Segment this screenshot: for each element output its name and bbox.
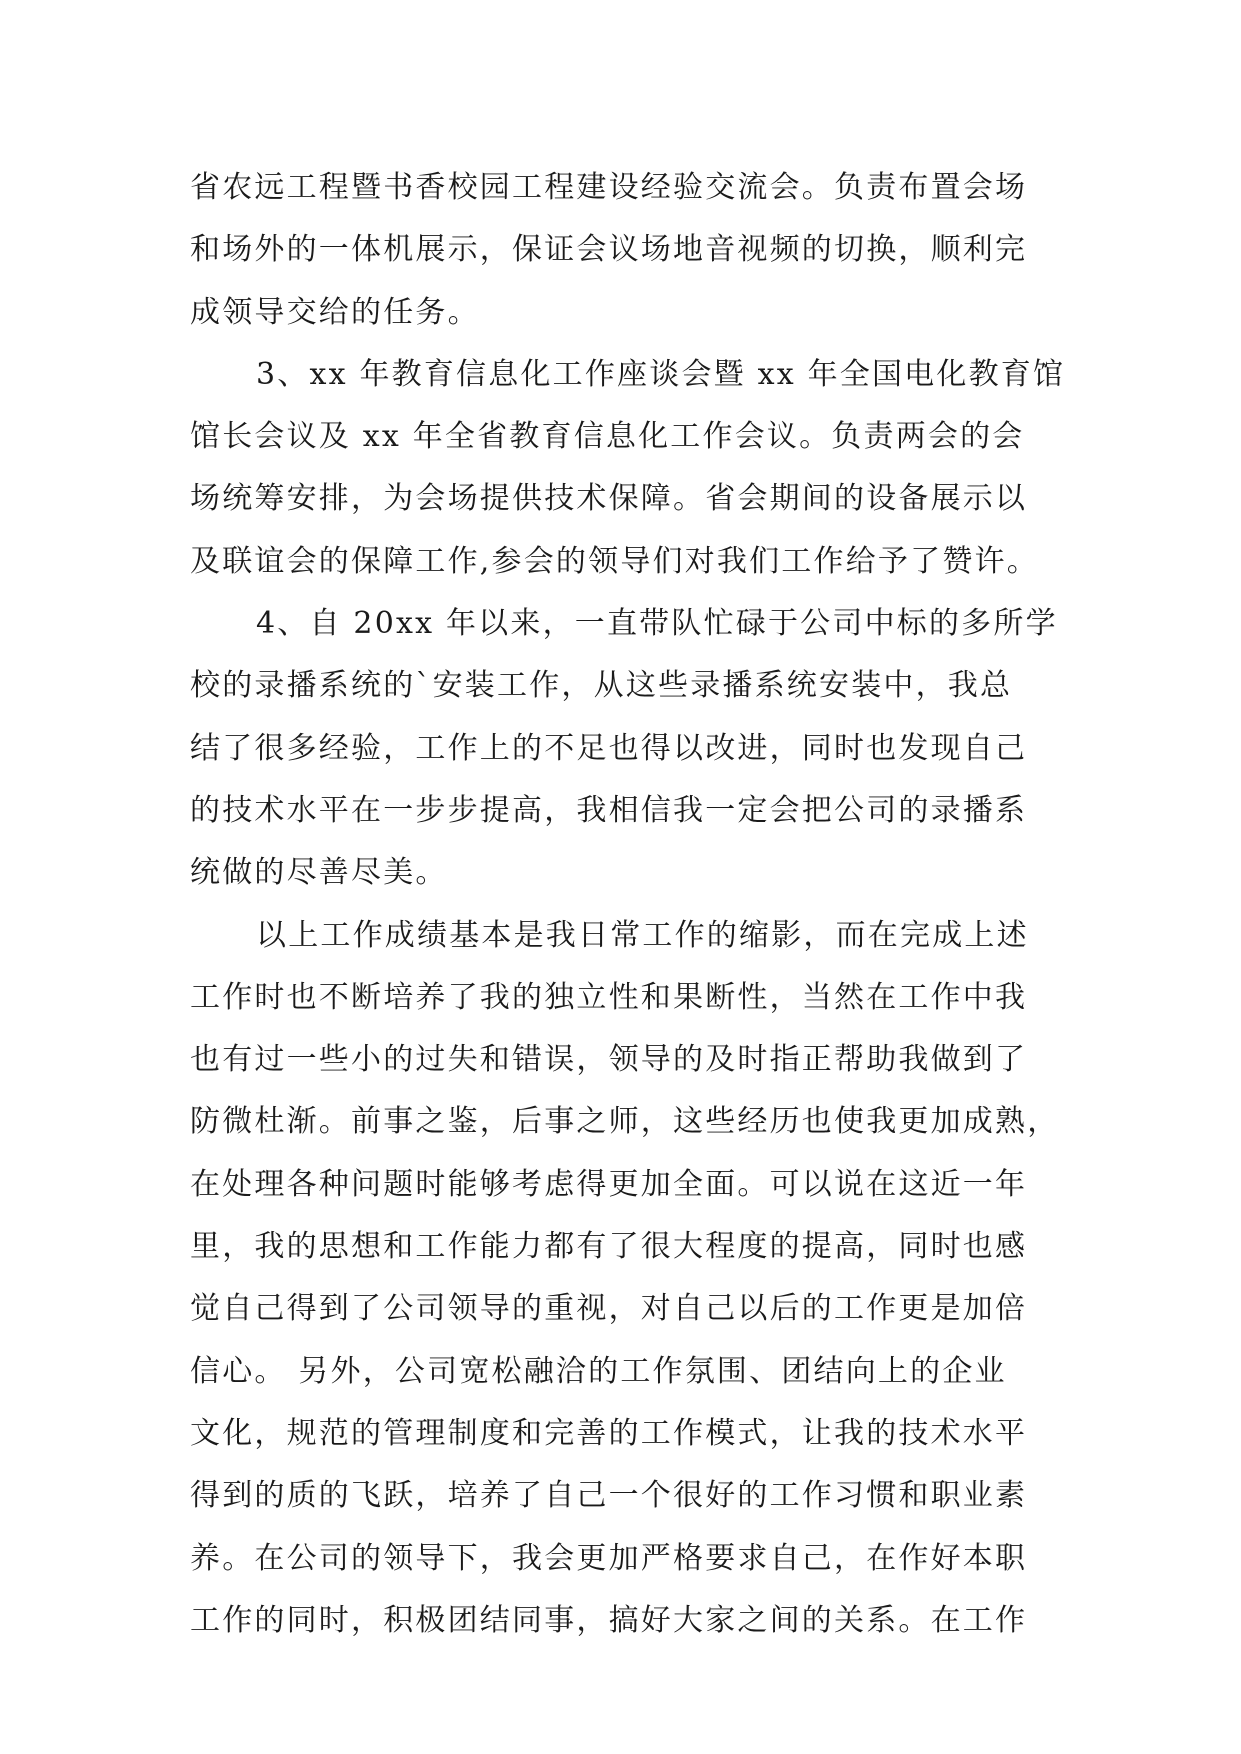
text-line: 觉自己得到了公司领导的重视，对自己以后的工作更是加倍 xyxy=(190,1291,1028,1327)
text-line: 里，我的思想和工作能力都有了很大程度的提高，同时也感 xyxy=(190,1229,1028,1265)
text-line: 工作的同时，积极团结同事，搞好大家之间的关系。在工作 xyxy=(190,1602,1028,1638)
text-line: 的技术水平在一步步提高，我相信我一定会把公司的录播系 xyxy=(190,792,1028,828)
text-line: 3、xx 年教育信息化工作座谈会暨 xx 年全国电化教育馆 xyxy=(256,356,1066,392)
text-line: 以上工作成绩基本是我日常工作的缩影，而在完成上述 xyxy=(256,917,1029,953)
text-line: 馆长会议及 xx 年全省教育信息化工作会议。负责两会的会 xyxy=(190,419,1025,455)
text-line: 及联谊会的保障工作,参会的领导们对我们工作给予了赞许。 xyxy=(190,543,1039,579)
text-line: 和场外的一体机展示，保证会议场地音视频的切换，顺利完 xyxy=(190,232,1028,268)
text-line: 也有过一些小的过失和错误，领导的及时指正帮助我做到了 xyxy=(190,1042,1028,1078)
text-line: 防微杜渐。前事之鉴，后事之师，这些经历也使我更加成熟， xyxy=(190,1104,1060,1140)
text-line: 统做的尽善尽美。 xyxy=(190,855,448,891)
text-line: 养。在公司的领导下，我会更加严格要求自己，在作好本职 xyxy=(190,1540,1028,1576)
text-line: 结了很多经验，工作上的不足也得以改进，同时也发现自己 xyxy=(190,730,1028,766)
text-line: 得到的质的飞跃，培养了自己一个很好的工作习惯和职业素 xyxy=(190,1478,1028,1514)
text-line: 校的录播系统的`安装工作，从这些录播系统安装中，我总 xyxy=(190,668,1013,704)
text-line: 4、自 20xx 年以来，一直带队忙碌于公司中标的多所学 xyxy=(256,606,1058,642)
text-line: 成领导交给的任务。 xyxy=(190,294,480,330)
text-line: 在处理各种问题时能够考虑得更加全面。可以说在这近一年 xyxy=(190,1166,1028,1202)
text-line: 工作时也不断培养了我的独立性和果断性，当然在工作中我 xyxy=(190,979,1028,1015)
text-line: 文化，规范的管理制度和完善的工作模式，让我的技术水平 xyxy=(190,1415,1028,1451)
text-line: 省农远工程暨书香校园工程建设经验交流会。负责布置会场 xyxy=(190,170,1028,205)
text-line: 信心。 另外，公司宽松融洽的工作氛围、团结向上的企业 xyxy=(190,1353,1007,1389)
text-line: 场统筹安排，为会场提供技术保障。省会期间的设备展示以 xyxy=(190,481,1028,517)
document-body xyxy=(190,157,1066,1652)
